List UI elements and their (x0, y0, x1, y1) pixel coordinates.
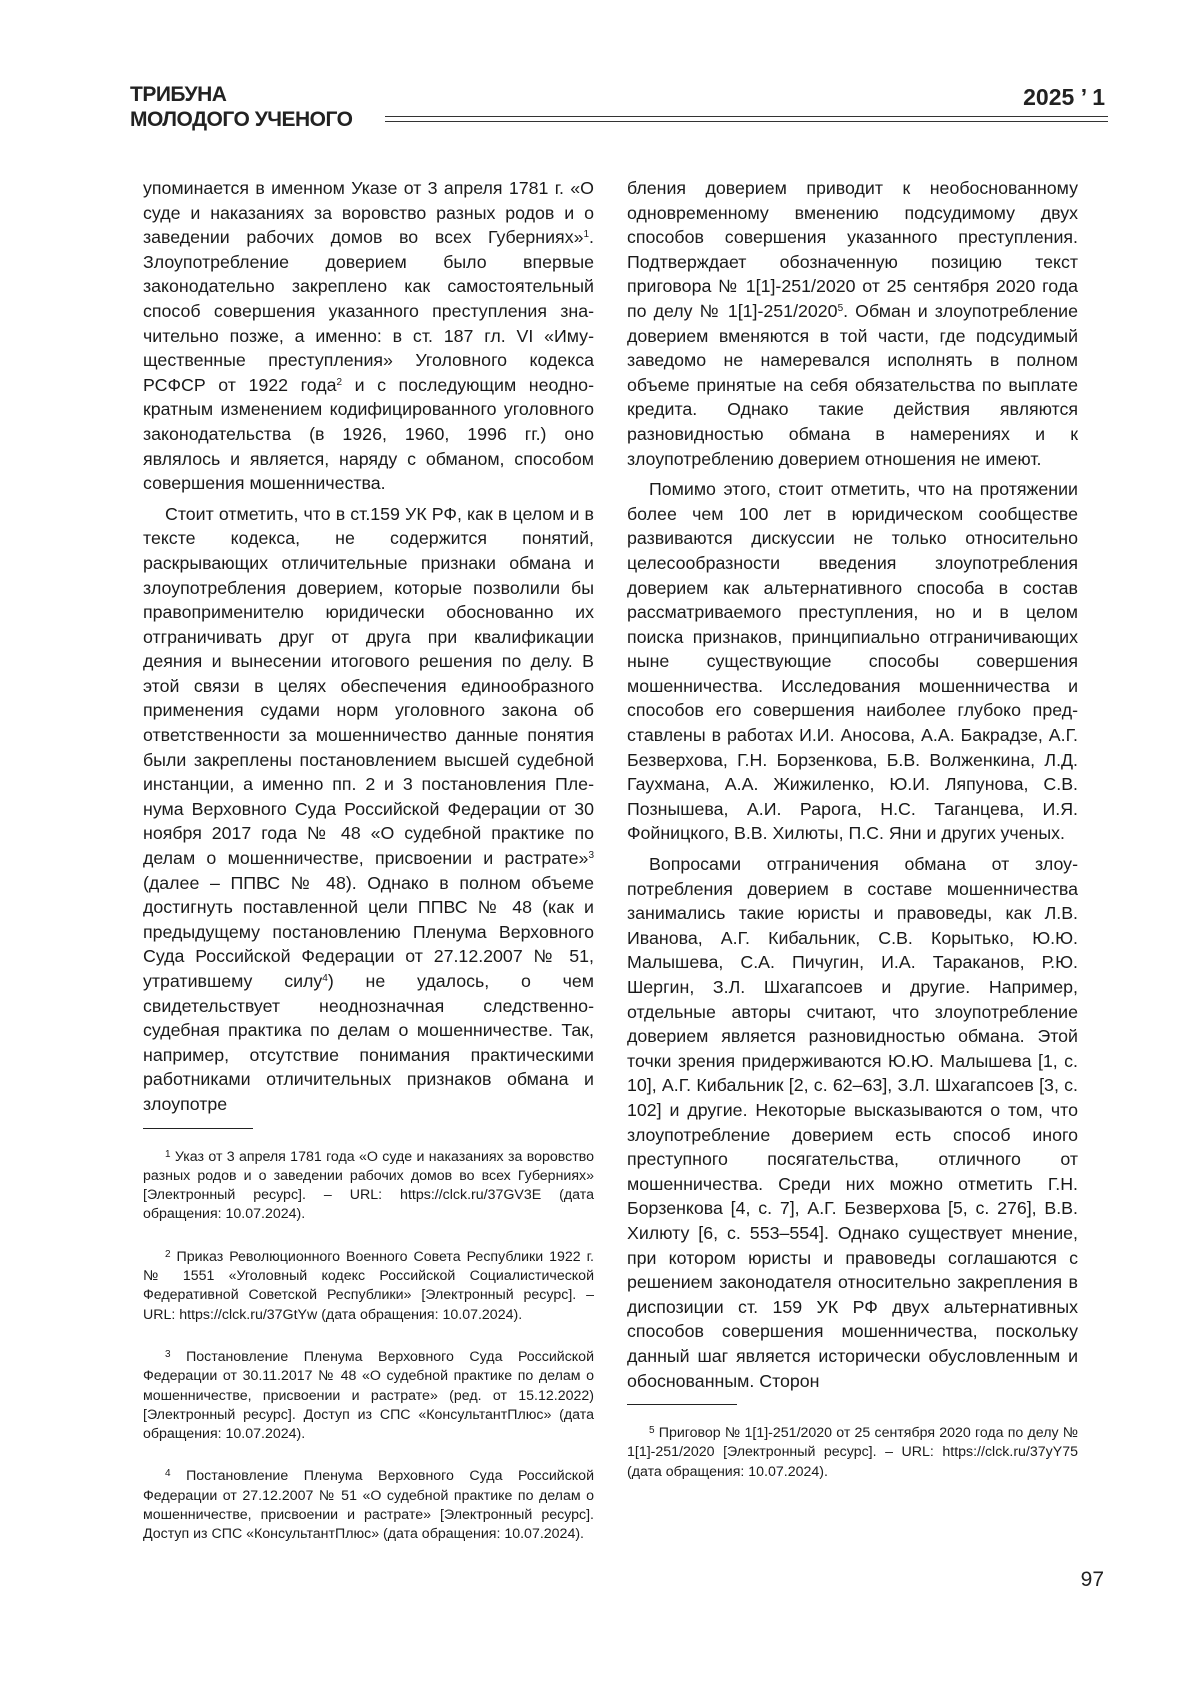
footnote-text: Постановление Пленума Верховного Суда Российской Федерации от 27.12.2007 № 51 «О судебной практике по делам о мошенничестве, присвоении и растрате» [Электронный ресурс]. Доступ из СПС «КонсультантПлюс» (дата обращения: 10.07.2024). (143, 1468, 594, 1543)
left-column (143, 176, 594, 1565)
page-number: 97 (1080, 1568, 1104, 1591)
paragraph-text: Стоит отметить, что в ст.159 УК РФ, как в целом и в тексте кодекса, не содержится понятий, раскрывающих отличительные признаки обмана и злоупотребления доверием, которые позволили бы правоприменителю юридически обоснованно их отграничивать друг от друга при квалификации деяния и вынесении итогового решения по делу. В этой связи в целях обеспечения единообразного применения судами норм уголовного закона об ответственности за мошенничество данные понятия были закреплены постановлением высшей судебной инстанции, а именно пп. 2 и 3 постановления Пленума Верховного Суда Российской Федерации от 30 ноября 2017 года № 48 «О судебной практике по делам о мошенничестве, присвоении и растрате» (143, 503, 594, 869)
footnote-text: Указ от 3 апреля 1781 года «О суде и наказаниях за воровство разных родов и о заведении рабочих домов во всех Губерниях» [Электронный ресурс]. – URL: https://clck.ru/37GV3E (дата обращения: 10.07.2024). (143, 1148, 594, 1223)
footnote-2 (143, 1245, 594, 1325)
paragraph-text: и с последующим неоднократным изменением кодифицированного уголовного законодательства (в 1926, 1960, 1996 гг.) оно являлось и является, наряду с обманом, способом совершения мошенничества. (143, 374, 594, 494)
footnote-number: 2 (165, 1248, 171, 1260)
body-paragraph (627, 852, 1078, 1393)
footnote-text: Приказ Революционного Военного Совета Республики 1922 г. № 1551 «Уголовный кодекс Российской Социалистической Федеративной Советской Республики» [Электронный ресурс]. – URL: https://clck.ru/37GtYw (дата обращения: 10.07.2024). (143, 1248, 594, 1323)
footnote-ref: 3 (588, 850, 594, 862)
footnote-ref: 5 (837, 302, 844, 314)
right-column (627, 176, 1078, 1502)
paragraph-text: ) не удалось, о чем свидетельствует неоднозначная следственно-судебная практика по делам о мошенничестве. Так, например, отсутствие понимания практическими работниками отличительных признаков обмана и злоупотре (143, 971, 595, 1114)
footnote-text: Приговор № 1[1]-251/2020 от 25 сентября 2020 года по делу № 1[1]-251/2020 [Электронный ресурс]. – URL: https://clck.ru/37yY75 (дата обращения: 10.07.2024). (627, 1425, 1078, 1480)
journal-title-line2: МОЛОДОГО УЧЕНОГО (130, 108, 353, 131)
paragraph-text: (далее – ППВС № 48). Однако в полном объеме достигнуть поставленной цели ППВС № 48 (как и предыдущему постановлению Пленума Верховного Суда Российской Федерации от 27.12.2007 № 51, утратившему силу (143, 872, 594, 991)
footnote-5 (627, 1421, 1078, 1482)
paragraph-text: Помимо этого, стоит отметить, что на протяжении более чем 100 лет в юридическом сообществе развиваются дискуссии не только относительно целесообразности введения злоупотребления доверием как альтернативного способа в состав рассматриваемого преступления, но и в целом поиска признаков, принципиально отграничивающих ныне существующие способы совершения мошенничества. Исследования мошенничества и способов его совершения наиболее глубоко представлены в работах И.И. Аносова, А.А. Бакрадзе, А.Г. Безверхова, Г.Н. Борзенкова, Б.В. Волженкина, Л.Д. Гаухмана, А.А. Жижиленко, Ю.И. Ляпунова, С.В. Познышева, А.И. Рарога, Н.С. Таганцева, И.Я. Фойницкого, В.В. Хилюты, П.С. Яни и других ученых. (627, 479, 1078, 844)
paragraph-text: Вопросами отграничения обмана от злоупотребления доверием в составе мошенничества занимались такие юристы и правоведы, как Л.В. Иванова, А.Г. Кибальник, С.В. Корытько, Ю.Ю. Малышева, С.А. Пичугин, И.А. Тараканов, Р.Ю. Шергин, З.Л. Шхагапсоев и другие. Например, отдельные авторы считают, что злоупотребление доверием является разновидностью обмана. Этой точки зрения придерживаются Ю.Ю. Малышева [1, с. 10], А.Г. Кибальник [2, с. 62–63], З.Л. Шхагапсоев [3, с. 102] и другие. Некоторые высказываются о том, что злоупотребление доверием есть способ иного преступного посягательства, отличного от мошенничества. Среди них можно отметить Г.Н. Борзенкова [4, с. 7], А.Г. Безверхова [5, с. 276], В.В. Хилюту [6, с. 553–554]. Однако существует мнение, при котором юристы и правоведы соглашаются с решением законодателя относительно закрепления в диспозиции ст. 159 УК РФ двух альтернативных способов совершения мошенничества, поскольку данный шаг является исторически обусловленным и обоснованным. Сторон (627, 854, 1078, 1391)
paragraph-text: бления доверием приводит к необоснованному одновременному вменению подсудимому двух способов совершения указанного преступления. Подтверждает обозначенную позицию текст приговора № 1[1]-251/2020 от 25 сентября 2020 года по делу № 1[1]-251/2020 (627, 178, 1078, 321)
issue-label: 2025 ’ 1 (1023, 84, 1105, 110)
footnote-text: Постановление Пленума Верховного Суда Российской Федерации от 30.11.2017 № 48 «О судебной практике по делам о мошенничестве, присвоении и растрате» (ред. от 15.12.2022) [Электронный ресурс]. Доступ из СПС «КонсультантПлюс» (дата обращения: 10.07.2024). (143, 1348, 594, 1443)
journal-title-line1: ТРИБУНА (130, 83, 227, 106)
body-paragraph (627, 176, 1078, 471)
footnote-number: 4 (165, 1468, 171, 1480)
footnote-3 (143, 1345, 594, 1444)
footnote-ref: 4 (322, 973, 328, 984)
footnote-number: 3 (165, 1348, 171, 1360)
footnote-1 (143, 1145, 594, 1225)
footnote-number: 1 (165, 1148, 171, 1160)
paragraph-text: . Злоупотребление доверием было впервые законодательно закреплено как самостоятельный способ совершения указанного преступления значительно позже, а именно: в ст. 187 гл. VI «Имущественные преступления» Уголовного кодекса РСФСР от 1922 года (143, 227, 594, 395)
footnote-4 (143, 1464, 594, 1544)
journal-title (130, 82, 352, 132)
header-rule-top (385, 116, 1108, 117)
paragraph-text: . Обман и злоупотребление доверием вменяются в той части, где подсудимый заведомо не намеревался исполнять в полном объеме принятые на себя обязательства по выплате кредита. Однако такие действия являются разновидностью обмана в намерениях и к злоупотреблению доверием отношения не имеют. (627, 300, 1078, 469)
body-paragraph (143, 176, 594, 496)
footnote-number: 5 (649, 1425, 655, 1437)
footnote-separator (143, 1128, 253, 1129)
footnote-ref: 1 (583, 229, 590, 241)
footnote-separator (627, 1404, 737, 1405)
body-paragraph (143, 502, 594, 1117)
header-rule-bottom (385, 121, 1108, 122)
footnote-ref: 2 (336, 376, 343, 388)
body-paragraph (627, 477, 1078, 846)
paragraph-text: упоминается в именном Указе от 3 апреля 1781 г. «О суде и наказаниях за воровство разных родов и о заведении рабочих домов во всех Губерниях» (143, 178, 594, 248)
